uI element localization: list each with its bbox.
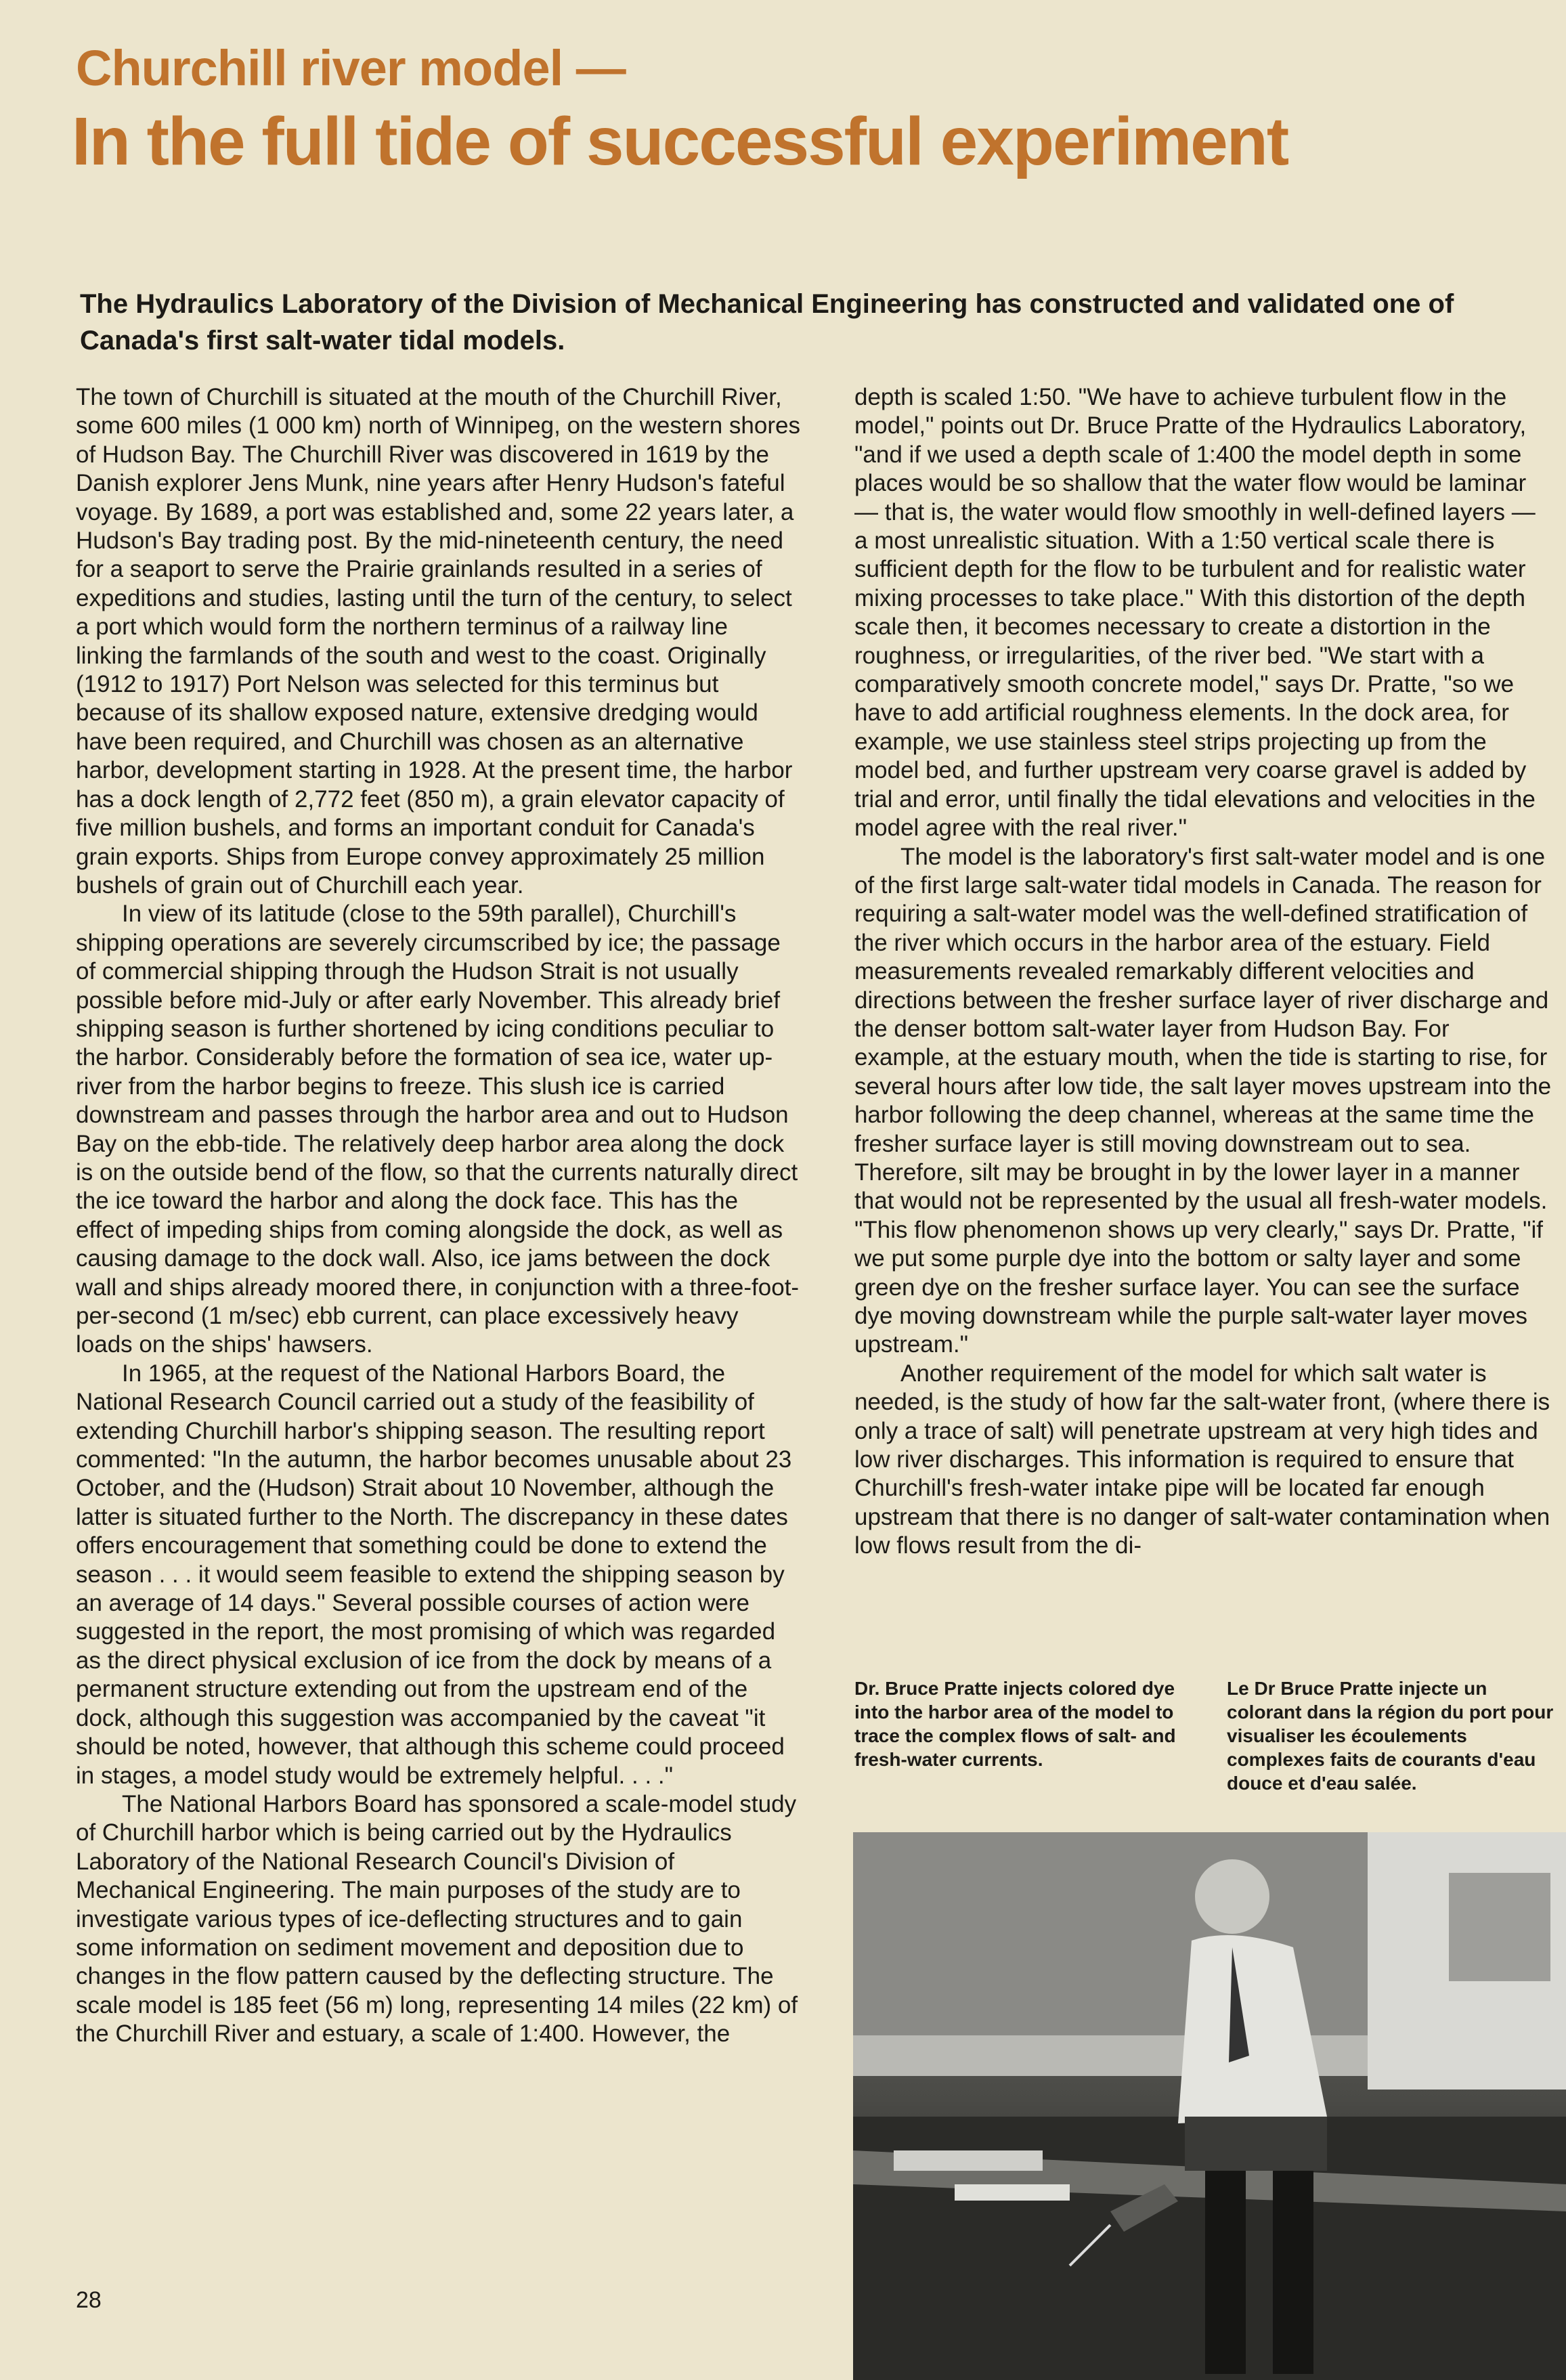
body-paragraph: In view of its latitude (close to the 59th parallel), Churchill's shipping operations are severely circumscribed by ice; the passage of commercial shipping through the Hudson Strait is not usually possible before mid-July or after early November. This already brief shipping season is further shortened by icing conditions peculiar to the harbor. Considerably before the formation of sea ice, water up-river from the harbor begins to freeze. This slush ice is carried downstream and passes through the harbor area and out to Hudson Bay on the ebb-tide. The relatively deep harbor area along the dock is on the outside bend of the flow, so that the currents naturally direct the ice toward the harbor and along the dock face. This has the effect of impeding ships from coming alongside the dock, as well as causing damage to the dock wall. Also, ice jams between the dock wall and ships already moored there, in conjunction with a three-foot-per-second (1 m/sec) ebb current, can place excessively heavy loads on the ships' hawsers.: [76, 901, 800, 1358]
body-paragraph: Another requirement of the model for which salt water is needed, is the study of how far the salt-water front, (where there is only a trace of salt) will penetrate upstream at very high tides and low river discharges. This information is required to ensure that Churchill's fresh-water intake pipe will be located far enough upstream that there is no danger of salt-water contamination when low flows result from the di-: [854, 1360, 1550, 1559]
photo-caption-french: Le Dr Bruce Pratte injecte un colorant dans la région du port pour visualiser les écoulements complexes faits de courants d'eau douce et d'eau salée.: [1227, 1678, 1554, 1794]
page-number: 28: [76, 2287, 102, 2313]
body-paragraph: The National Harbors Board has sponsored a scale-model study of Churchill harbor which is being carried out by the Hydraulics Laboratory of the National Research Council's Division of Mechanical Engineering. The main purposes of the study are to investigate various types of ice-deflecting structures and to gain some information on sediment movement and deposition due to changes in the flow pattern caused by the deflecting structure. The scale model is 185 feet (56 m) long, representing 14 miles (22 km) of the Churchill River and estuary, a scale of 1:400. However, the: [76, 1790, 798, 2048]
article-deck: The Hydraulics Laboratory of the Division of Mechanical Engineering has constructed and validated one of Canada's first salt-water tidal models.: [80, 289, 1454, 355]
body-paragraph: In 1965, at the request of the National Harbors Board, the National Research Council carried out a study of the feasibility of extending Churchill harbor's shipping season. The resulting report commented: "In the autumn, the harbor becomes unusable about 23 October, and the (Hudson) Strait about 10 November, although the latter is situated further to the North. The discrepancy in these dates offers encouragement that something could be done to extend the season . . . it would seem feasible to extend the shipping season by an average of 14 days." Several possible courses of action were suggested in the report, the most promising of which was regarded as the direct physical exclusion of ice from the dock by means of a permanent structure extending out from the upstream end of the dock, although this suggestion was accompanied by the caveat "it should be noted, however, that although this scheme could proceed in stages, a model study would be extremely helpful. . . .": [76, 1360, 792, 1789]
body-paragraph: depth is scaled 1:50. "We have to achieve turbulent flow in the model," points out Dr. Bruce Pratte of the Hydraulics Laboratory, "and if we used a depth scale of 1:400 the model depth in some places would be so shallow that the water flow would be laminar — that is, the water would flow smoothly in well-defined layers — a most unrealistic situation. With a 1:50 vertical scale there is sufficient depth for the flow to be turbulent and for realistic water mixing processes to take place." With this distortion of the depth scale then, it becomes necessary to create a distortion in the roughness, or irregularities, of the river bed. "We start with a comparatively smooth concrete model," says Dr. Pratte, "so we have to add artificial roughness elements. In the dock area, for example, we use stainless steel strips projecting up from the model bed, and further upstream very coarse gravel is added by trial and error, until finally the tidal elevations and velocities in the model agree with the real river.": [854, 384, 1536, 842]
body-paragraph: The model is the laboratory's first salt-water model and is one of the first large salt-water tidal models in Canada. The reason for requiring a salt-water model was the well-defined stratification of the river which occurs in the harbor area of the estuary. Field measurements revealed remarkably different velocities and directions between the fresher surface layer of river discharge and the denser bottom salt-water layer from Hudson Bay. For example, at the estuary mouth, when the tide is starting to rise, for several hours after low tide, the salt layer moves upstream into the harbor following the deep channel, whereas at the same time the fresher surface layer is still moving downstream out to sea. Therefore, silt may be brought in by the lower layer in a manner that would not be represented by the usual all fresh-water models. "This flow phenomenon shows up very clearly," says Dr. Pratte, "if we put some purple dye into the bottom or salty layer and some green dye on the fresher surface layer. You can see the surface dye moving downstream while the purple salt-water layer moves upstream.": [854, 843, 1552, 1358]
article-kicker: Churchill river model —: [76, 40, 626, 96]
man-injecting-dye-photo: [853, 1832, 1566, 2380]
left-column: [76, 383, 800, 2049]
lab-photo: [853, 1832, 1566, 2380]
photo-caption-english: Dr. Bruce Pratte injects colored dye into the harbor area of the model to trace the complex flows of salt- and fresh-water currents.: [854, 1678, 1176, 1770]
body-paragraph: The town of Churchill is situated at the mouth of the Churchill River, some 600 miles (1 000 km) north of Winnipeg, on the western shores of Hudson Bay. The Churchill River was discovered in 1619 by the Danish explorer Jens Munk, nine years after Henry Hudson's fateful voyage. By 1689, a port was established and, some 22 years later, a Hudson's Bay trading post. By the mid-nineteenth century, the need for a seaport to serve the Prairie grainlands resulted in a series of expeditions and studies, lasting until the turn of the century, to select a port which would form the northern terminus of a railway line linking the farmlands of the south and west to the coast. Originally (1912 to 1917) Port Nelson was selected for this terminus but because of its shallow exposed nature, extensive dredging would have been required, and Churchill was chosen as an alternative harbor, development starting in 1928. At the present time, the harbor has a dock length of 2,772 feet (850 m), a grain elevator capacity of five million bushels, and forms an important conduit for Canada's grain exports. Ships from Europe convey approximately 25 million bushels of grain out of Churchill each year.: [76, 384, 800, 899]
right-column: [854, 383, 1552, 1561]
article-headline: In the full tide of successful experiment: [72, 104, 1288, 179]
